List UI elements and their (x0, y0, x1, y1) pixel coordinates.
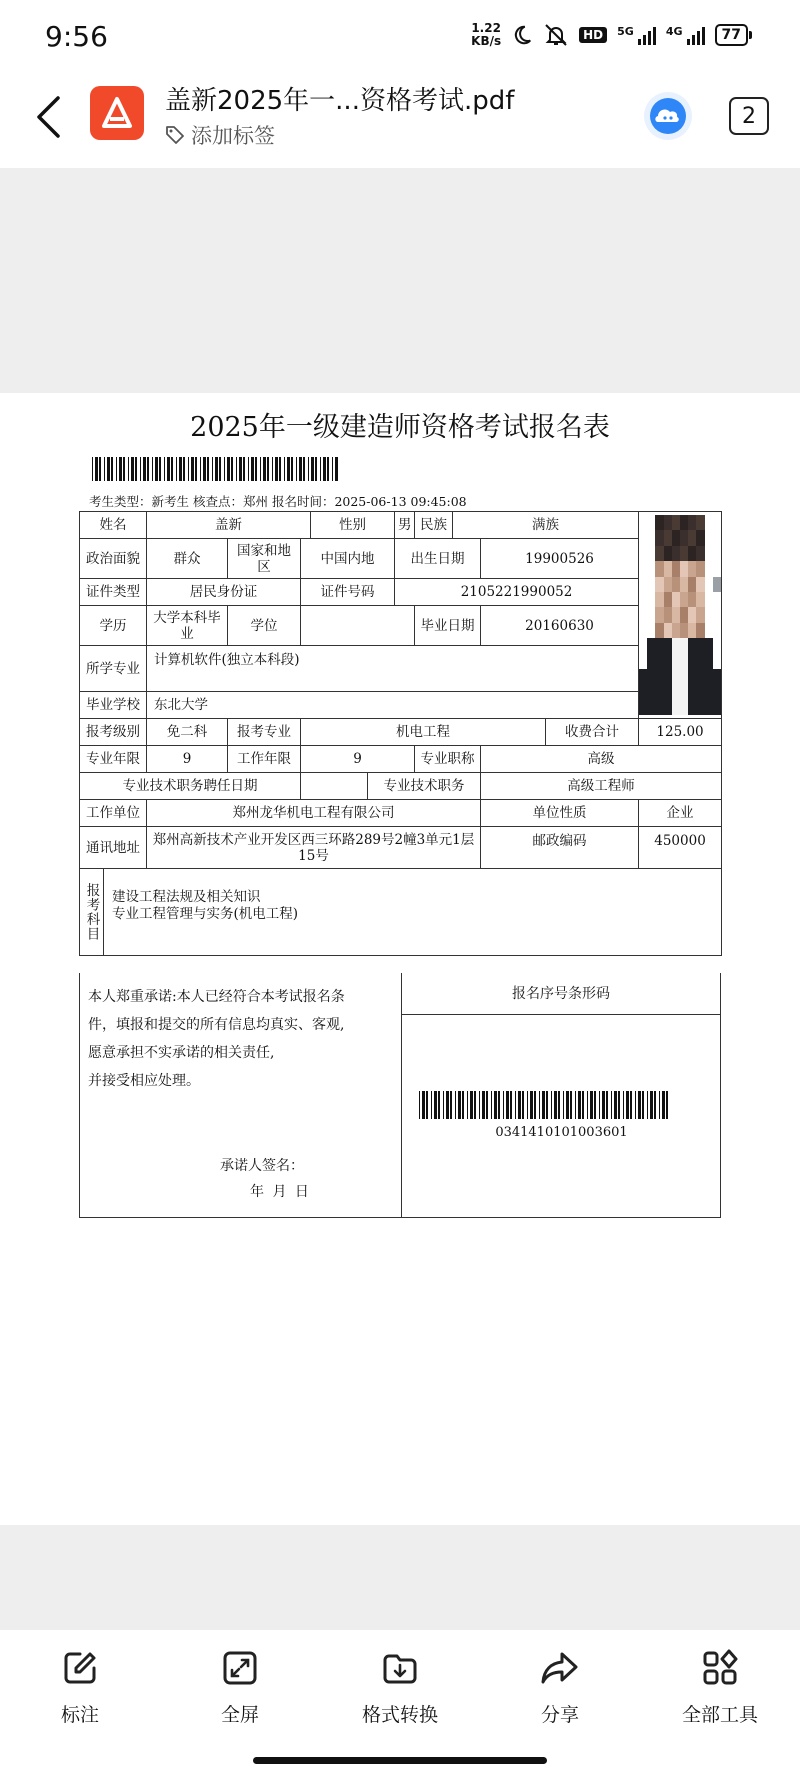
value-appoint-date (301, 773, 368, 800)
label-major: 所学专业 (80, 646, 147, 692)
pledge-signature-label: 承诺人签名： (220, 1158, 304, 1174)
tool-share-button[interactable] (480, 1630, 640, 1740)
label-name: 姓名 (80, 512, 147, 539)
status-time: 9:56 (45, 20, 108, 53)
add-tag-label: 添加标签 (191, 124, 275, 148)
label-subjects: 报考科目 (83, 883, 100, 941)
tool-format-convert-button[interactable] (320, 1630, 480, 1740)
label-postcode: 邮政编码 (481, 827, 639, 869)
value-birth: 19900526 (481, 539, 639, 579)
value-employer: 郑州龙华机电工程有限公司 (147, 800, 481, 827)
back-button[interactable] (28, 92, 68, 142)
label-politics: 政治面貌 (80, 539, 147, 579)
value-grad-date: 20160630 (481, 606, 639, 646)
signal-5g-label: 5G (617, 25, 634, 38)
value-level: 免二科 (147, 719, 228, 746)
label-title: 专业职称 (415, 746, 481, 773)
share-icon (538, 1648, 582, 1688)
moon-icon (511, 24, 533, 46)
tool-format-convert-label: 格式转换 (361, 1704, 438, 1726)
subject-1: 建设工程法规及相关知识 (112, 889, 261, 905)
pledge-barcode-section (79, 973, 721, 1218)
registration-form-table (79, 511, 722, 956)
value-major: 计算机软件(独立本科段) (147, 646, 639, 692)
value-name: 盖新 (147, 512, 311, 539)
label-gender: 性别 (311, 512, 395, 539)
file-title: 盖新2025年一...资格考试.pdf (165, 86, 515, 116)
value-tech-post: 高级工程师 (481, 773, 722, 800)
barcode-number: 0341410101003601 (495, 1125, 628, 1140)
label-address: 通讯地址 (80, 827, 147, 869)
value-postcode: 450000 (639, 827, 722, 869)
back-arrow-icon (34, 95, 62, 139)
hd-badge: HD (579, 27, 607, 43)
status-bar (0, 0, 800, 70)
pledge-line-2: 件，填报和提交的所有信息均真实、客观, (88, 1017, 345, 1033)
net-speed (471, 22, 501, 48)
tool-annotate-button[interactable] (0, 1630, 160, 1740)
page-count-button[interactable]: 2 (729, 97, 769, 135)
label-level: 报考级别 (80, 719, 147, 746)
value-exam-major: 机电工程 (301, 719, 546, 746)
subjects-row (80, 869, 722, 956)
label-years-major: 专业年限 (80, 746, 147, 773)
add-tag-button[interactable] (165, 120, 275, 150)
document-title: 2025年一级建造师资格考试报名表 (190, 412, 610, 443)
app-logo-icon (90, 86, 144, 140)
value-years-major: 9 (147, 746, 228, 773)
value-education: 大学本科毕业 (147, 606, 228, 646)
annotate-icon (60, 1648, 100, 1688)
bottom-toolbar (0, 1630, 800, 1740)
label-birth: 出生日期 (395, 539, 481, 579)
tool-fullscreen-button[interactable] (160, 1630, 320, 1740)
pledge-line-3: 愿意承担不实承诺的相关责任, (88, 1045, 275, 1061)
label-ethnicity: 民族 (415, 512, 453, 539)
pdf-page[interactable] (0, 393, 800, 1525)
cloud-assistant-button[interactable] (644, 92, 692, 140)
app-header (0, 70, 800, 168)
pixelated-photo (639, 515, 721, 715)
status-icons (471, 22, 752, 48)
value-degree (301, 606, 415, 646)
value-gender: 男 (395, 512, 415, 539)
pledge-date-label: 年 月 日 (250, 1184, 311, 1200)
all-tools-icon (700, 1648, 740, 1688)
value-unit-type: 企业 (639, 800, 722, 827)
home-indicator[interactable] (253, 1757, 547, 1764)
label-appoint-date: 专业技术职务聘任日期 (80, 773, 301, 800)
value-ethnicity: 满族 (453, 512, 639, 539)
signal-4g-icon (666, 25, 705, 45)
registration-barcode (419, 1091, 669, 1119)
label-employer: 工作单位 (80, 800, 147, 827)
value-id-type: 居民身份证 (147, 579, 301, 606)
applicant-photo (639, 512, 722, 719)
tag-icon (165, 125, 185, 145)
tool-all-tools-label: 全部工具 (681, 1704, 758, 1726)
fullscreen-icon (220, 1648, 260, 1688)
label-years-work: 工作年限 (228, 746, 301, 773)
label-grad-date: 毕业日期 (415, 606, 481, 646)
label-degree: 学位 (228, 606, 301, 646)
label-id-type: 证件类型 (80, 579, 147, 606)
value-school: 东北大学 (147, 692, 639, 719)
tool-all-tools-button[interactable] (640, 1630, 800, 1740)
label-unit-type: 单位性质 (481, 800, 639, 827)
pledge-line-4: 并接受相应处理。 (88, 1073, 200, 1089)
format-convert-icon (380, 1648, 420, 1688)
net-speed-value: 1.22 (471, 21, 501, 35)
viewer-background-top (0, 168, 800, 393)
label-region: 国家和地区 (228, 539, 301, 579)
value-politics: 群众 (147, 539, 228, 579)
viewer-background-bottom (0, 1525, 800, 1630)
label-tech-post: 专业技术职务 (368, 773, 481, 800)
pledge-line-1: 本人郑重承诺:本人已经符合本考试报名条 (88, 989, 345, 1005)
barcode-heading: 报名序号条形码 (402, 973, 720, 1015)
top-barcode (92, 457, 340, 481)
signal-4g-label: 4G (665, 25, 683, 38)
cloud-assistant-icon (648, 96, 688, 136)
mute-bell-icon (543, 23, 569, 47)
label-school: 毕业学校 (80, 692, 147, 719)
subject-2: 专业工程管理与实务(机电工程) (112, 906, 299, 922)
value-fee: 125.00 (639, 719, 722, 746)
label-education: 学历 (80, 606, 147, 646)
label-id-no: 证件号码 (301, 579, 395, 606)
signal-5g-icon (617, 25, 656, 45)
label-fee: 收费合计 (546, 719, 639, 746)
value-title: 高级 (481, 746, 722, 773)
value-address: 郑州高新技术产业开发区西三环路289号2幢3单元1层15号 (147, 827, 481, 869)
battery-level: 77 (715, 24, 748, 46)
value-years-work: 9 (301, 746, 415, 773)
battery-icon (715, 24, 752, 46)
tool-fullscreen-label: 全屏 (220, 1704, 259, 1726)
label-exam-major: 报考专业 (228, 719, 301, 746)
net-speed-unit: KB/s (471, 34, 502, 48)
tool-annotate-label: 标注 (60, 1704, 99, 1726)
value-id-no: 2105221990052 (395, 579, 639, 606)
pledge-box (80, 973, 402, 1217)
meta-line: 考生类型：新考生 核查点：郑州 报名时间：2025-06-13 09:45:08 (89, 494, 467, 509)
value-region: 中国内地 (301, 539, 395, 579)
tool-share-label: 分享 (540, 1704, 579, 1726)
barcode-box (402, 973, 720, 1217)
